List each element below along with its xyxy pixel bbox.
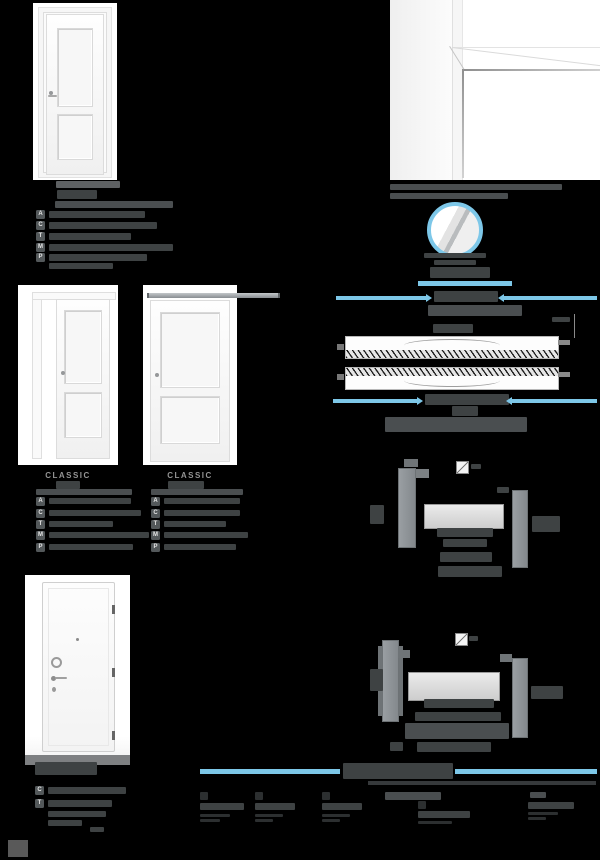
finishes-rule-left xyxy=(200,769,340,774)
redacted-text xyxy=(528,817,546,820)
page-number-box xyxy=(8,840,28,857)
swatch-icon xyxy=(418,801,426,809)
jamb-cap xyxy=(500,654,512,662)
redacted-text xyxy=(49,263,113,269)
dimension-label xyxy=(497,487,509,493)
section-description xyxy=(385,417,527,432)
door-leaf xyxy=(46,14,104,175)
hinge xyxy=(112,731,115,740)
spec-letter-a: A xyxy=(36,210,45,219)
finishes-subtext xyxy=(368,781,596,785)
door-knob xyxy=(155,373,159,377)
door-lower-panel xyxy=(64,392,102,438)
classic-door-caption xyxy=(56,181,120,188)
redacted-text xyxy=(48,811,106,817)
section-rule-left xyxy=(336,296,426,300)
frame-top-seam xyxy=(452,47,600,48)
arrow-right-icon xyxy=(417,397,423,405)
redacted-text xyxy=(49,222,157,229)
hinge xyxy=(112,605,115,614)
frame-corner-photo xyxy=(390,0,600,180)
redacted-text xyxy=(49,510,141,516)
diagram-caption-2 xyxy=(438,566,502,577)
redacted-text xyxy=(418,821,452,824)
redacted-text xyxy=(49,211,145,218)
finish-name xyxy=(200,803,244,810)
pocket-door-leaf xyxy=(56,299,110,459)
swatch-icon xyxy=(322,792,330,800)
classic-door-subcaption xyxy=(57,190,97,199)
spec-letter-p: P xyxy=(36,253,45,262)
edge-detail-text xyxy=(430,267,490,278)
door-handle xyxy=(55,677,67,679)
sliding-rail xyxy=(147,293,280,298)
pocket-jamb xyxy=(32,292,42,459)
side-label xyxy=(532,516,560,532)
redacted-text xyxy=(48,820,82,826)
spec-letter-c: C xyxy=(36,221,45,230)
redacted-text xyxy=(48,800,112,807)
redacted-text xyxy=(151,489,243,495)
door-panel-section xyxy=(424,504,504,529)
redacted-text xyxy=(437,528,493,537)
right-jamb-profile xyxy=(512,658,528,738)
redacted-text xyxy=(322,814,350,817)
spec-letter-a: A xyxy=(36,497,45,506)
section-end-tick xyxy=(337,344,344,350)
diagram-caption-3 xyxy=(417,742,491,752)
pocket-door-photo xyxy=(18,285,118,465)
mitre-45-icon xyxy=(456,461,469,474)
redacted-text xyxy=(233,532,240,538)
swatch-icon xyxy=(530,792,546,798)
redacted-text xyxy=(528,812,558,815)
redacted-text xyxy=(418,811,470,818)
side-label xyxy=(370,505,384,524)
redacted-text xyxy=(322,819,340,822)
security-door-photo xyxy=(25,575,130,765)
door-lower-panel xyxy=(160,396,220,444)
redacted-text xyxy=(233,510,240,516)
redacted-text xyxy=(49,544,133,550)
redacted-text xyxy=(471,464,481,469)
section-subtext xyxy=(428,305,522,316)
right-jamb-profile xyxy=(512,490,528,568)
redacted-text xyxy=(443,539,487,547)
door-panel-section xyxy=(408,672,500,701)
slider-door-leaf xyxy=(150,300,230,462)
blue-underline xyxy=(418,281,512,286)
spec-letter-p: P xyxy=(36,543,45,552)
redacted-text xyxy=(424,699,494,708)
redacted-text xyxy=(49,498,131,504)
finishes-heading xyxy=(343,763,453,779)
spec-letter-m: M xyxy=(153,532,158,538)
redacted-text xyxy=(200,814,230,817)
section-heading-text xyxy=(425,394,509,405)
redacted-text xyxy=(469,636,478,641)
security-knob xyxy=(51,657,62,668)
redacted-text xyxy=(48,787,126,794)
section-rule-left xyxy=(333,399,417,403)
spec-letter-p: P xyxy=(151,543,160,552)
frame-photo-caption xyxy=(390,184,562,190)
section-end-tick xyxy=(337,374,344,380)
dimension-label xyxy=(552,317,570,322)
redacted-text xyxy=(56,481,80,489)
finish-name xyxy=(255,803,295,810)
redacted-text xyxy=(49,254,147,261)
redacted-text xyxy=(36,489,132,495)
edge-45-detail-icon xyxy=(427,202,483,258)
side-label xyxy=(531,686,563,699)
dimension-line xyxy=(574,314,575,338)
cross-section-bottom xyxy=(345,367,559,390)
diagram-caption xyxy=(440,552,492,562)
frame-photo-caption-2 xyxy=(390,193,508,199)
moulding-curve xyxy=(404,374,500,387)
redacted-text xyxy=(164,521,226,527)
section-rule-right xyxy=(512,399,597,403)
lock-cylinder xyxy=(52,687,56,692)
jamb-cap xyxy=(416,469,429,478)
door-lower-panel xyxy=(57,114,93,160)
jamb-cap xyxy=(398,650,410,658)
redacted-text xyxy=(49,532,149,538)
left-jamb-profile xyxy=(398,468,416,548)
door-upper-panel xyxy=(64,310,102,384)
redacted-text xyxy=(49,244,173,251)
spec-letter-c: C xyxy=(151,509,160,518)
redacted-text xyxy=(164,544,236,550)
spec-letter-t: T xyxy=(151,520,160,529)
finish-name xyxy=(528,802,574,809)
redacted-text xyxy=(168,481,204,489)
diagram-caption xyxy=(415,712,501,721)
hinge xyxy=(112,668,115,677)
spec-letter-t: T xyxy=(36,520,45,529)
external-slider-photo xyxy=(143,285,237,465)
left-jamb-profile xyxy=(382,640,399,722)
side-label xyxy=(370,669,383,691)
redacted-text xyxy=(255,819,273,822)
redacted-text xyxy=(164,498,240,504)
finish-name xyxy=(385,792,441,800)
frame-mitre-seam xyxy=(452,47,600,67)
redacted-text xyxy=(49,233,131,240)
architrave-cap xyxy=(404,459,418,467)
swatch-icon xyxy=(255,792,263,800)
frame-side-jamb xyxy=(390,0,453,180)
mitre-45-icon xyxy=(455,633,468,646)
pocket-door-model-label: CLASSIC xyxy=(45,471,91,480)
section-end-tick xyxy=(558,372,570,377)
redacted-text xyxy=(255,814,283,817)
section-heading-text xyxy=(434,291,498,302)
spec-letter-t: T xyxy=(35,799,44,808)
spec-letter-c: C xyxy=(36,509,45,518)
redacted-text xyxy=(200,819,220,822)
edge-detail-caption-2 xyxy=(434,260,476,265)
spec-letter-m: M xyxy=(38,244,43,250)
external-slider-model-label: CLASSIC xyxy=(167,471,213,480)
section-rule-right xyxy=(504,296,597,300)
frame-inner-edge-v xyxy=(462,69,464,178)
swatch-icon xyxy=(200,792,208,800)
door-knob xyxy=(61,371,65,375)
footer-heading xyxy=(35,762,97,775)
diagram-caption-2 xyxy=(405,723,509,739)
frame-inner-edge-h xyxy=(463,69,600,71)
spec-letter-a: A xyxy=(151,497,160,506)
edge-detail-caption xyxy=(424,253,486,258)
arrow-right-icon xyxy=(426,294,432,302)
redacted-text xyxy=(452,406,478,416)
redacted-text xyxy=(164,510,236,516)
door-upper-panel xyxy=(160,312,220,388)
spec-letter-c: C xyxy=(35,786,44,795)
finish-name xyxy=(322,803,362,810)
wood-hatch xyxy=(346,350,558,358)
redacted-text xyxy=(49,521,113,527)
redacted-text xyxy=(90,827,104,832)
door-handle-rose xyxy=(49,91,53,95)
security-door-leaf xyxy=(42,582,115,752)
finishes-rule-right xyxy=(455,769,597,774)
classic-door-intro-text xyxy=(55,201,173,208)
spec-letter-m: M xyxy=(38,532,43,538)
door-upper-panel xyxy=(57,28,93,107)
redacted-text xyxy=(390,742,403,751)
section-end-tick xyxy=(558,340,570,345)
cross-section-label xyxy=(433,324,473,333)
door-handle xyxy=(48,95,57,97)
cross-section-top xyxy=(345,336,559,359)
spec-letter-t: T xyxy=(36,232,45,241)
classic-door-photo xyxy=(33,3,117,180)
